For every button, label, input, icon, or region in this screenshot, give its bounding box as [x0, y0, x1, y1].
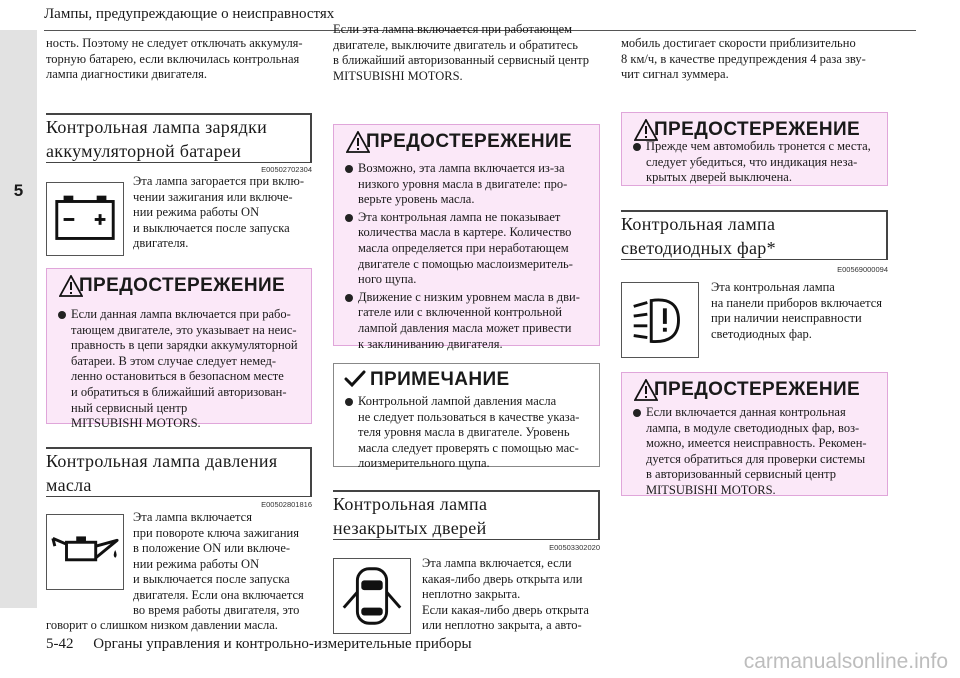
chapter-side-tab: [0, 30, 37, 608]
battery-warning-item: Если данная лампа включается при рабо- тающем двигателе, это указывает на неис- правность в цепи зарядки аккумуляторной батареи. В этом случае следует немед- ленно остановиться в безопасном месте и обратиться в ближайший авторизован- ный сервисный центр MITSUBISHI MOTORS.: [57, 307, 303, 432]
oil-warning-box: [333, 124, 600, 351]
doors-heading-line1: Контрольная лампа: [333, 494, 488, 514]
led-heading-line1: Контрольная лампа: [621, 214, 776, 234]
oil-section-heading: [46, 447, 312, 497]
oil-can-icon: [46, 514, 124, 590]
oil-note-item: Контрольной лампой давления масла не следует пользоваться в качестве указа- теля уровня масла в двигателе. Уровень масла следует проверять с помощью мас- лоизмерительного щупа.: [344, 394, 591, 472]
oil-heading-line2: масла: [46, 475, 92, 495]
oil-note-box: [333, 363, 600, 471]
oil-note-title-text: ПРИМЕЧАНИЕ: [370, 369, 510, 390]
led-headlamp-warning-icon: [621, 282, 699, 358]
led-heading-line2: светодиодных фар*: [621, 238, 776, 258]
battery-description: Эта лампа загорается при вклю- чении зажигания или включе- нии режима работы ON и выключается после запуска двигателя.: [133, 174, 305, 250]
oil-section-code: E00502801816: [261, 500, 312, 509]
chapter-number: 5: [13, 181, 24, 200]
battery-heading-line2: аккумуляторной батареи: [46, 141, 242, 161]
battery-warning-box: [46, 268, 312, 431]
battery-section-code: E00502702304: [261, 165, 312, 174]
oil-warning-title: [334, 125, 599, 161]
doors-warning-body: [632, 139, 879, 186]
battery-heading-line1: Контрольная лампа зарядки: [46, 117, 268, 137]
doors-section-code: E00503302020: [549, 543, 600, 552]
battery-icon: [46, 182, 124, 256]
led-section-code: E00569000094: [837, 265, 888, 274]
oil-warning-item-1: Возможно, эта лампа включается из-за низкого уровня масла в двигателе: про- верьте уровень масла.: [344, 161, 591, 208]
col3-intro-text: мобиль достигает скорости приблизительно 8 км/ч, в качестве предупреждения 4 раза зву- чит сигнал зуммера.: [621, 36, 866, 81]
footer-chapter-title: Органы управления и контрольно-измерительные приборы: [93, 636, 472, 652]
led-warning-box: [621, 372, 888, 496]
oil-warning-body: [344, 161, 591, 352]
oil-warning-item-3: Движение с низким уровнем масла в дви- гателе или с включенной контрольной лампой давления масла может привести к заклиниванию двигателя.: [344, 290, 591, 352]
led-warning-item: Если включается данная контрольная лампа, в модуле светодиодных фар, воз- можно, имеется неисправность. Рекомен- дуется обратиться для проверки системы в авторизованный сервисный центр MITSUBISHI MOTORS.: [632, 405, 879, 499]
battery-warning-title-text: ПРЕДОСТЕРЕЖЕНИЕ: [79, 275, 286, 296]
oil-description: Эта лампа включается при повороте ключа зажигания в положение ON или включе- нии режима работы ON и выключается после запуска двигателя. Если она включается во время работы двигателя, это: [133, 510, 304, 617]
led-warning-body: [632, 405, 879, 499]
battery-warning-title: [47, 269, 311, 305]
page-footer: [46, 636, 472, 653]
doors-section-heading: [333, 490, 600, 540]
page-number: 5-42: [46, 636, 74, 652]
doors-heading-line2: незакрытых дверей: [333, 518, 487, 538]
oil-heading-line1: Контрольная лампа давления: [46, 451, 278, 471]
doors-warning-title-text: ПРЕДОСТЕРЕЖЕНИЕ: [654, 119, 861, 140]
doors-warning-item: Прежде чем автомобиль тронется с места, следует убедиться, что индикация неза- крытых дверей выключена.: [632, 139, 879, 186]
led-description: Эта контрольная лампа на панели приборов включается при наличии неисправности светодиодных фар.: [711, 280, 883, 341]
battery-warning-body: [57, 307, 303, 432]
page-header-title: Лампы, предупреждающие о неисправностях: [44, 6, 335, 22]
led-warning-title: [622, 373, 887, 409]
oil-warning-title-text: ПРЕДОСТЕРЕЖЕНИЕ: [366, 131, 573, 152]
led-section-heading: [621, 210, 888, 260]
battery-section-heading: [46, 113, 312, 163]
watermark: carmanualsonline.info: [743, 650, 948, 673]
oil-note-body: [344, 394, 591, 472]
oil-description-last-line: говорит о слишком низком давлении масла.: [46, 618, 278, 632]
led-warning-title-text: ПРЕДОСТЕРЕЖЕНИЕ: [654, 379, 861, 400]
doors-description: Эта лампа включается, если какая-либо дверь открыта или неплотно закрыта. Если какая-либо дверь открыта или неплотно закрыта, а авто-: [422, 556, 589, 632]
doors-warning-box: [621, 112, 888, 186]
col2-intro-text: Если эта лампа включается при работающем двигателе, выключите двигатель и обратитесь в ближайший авторизованный сервисный центр MITSUBISHI MOTORS.: [333, 22, 589, 83]
door-ajar-icon: [333, 558, 411, 634]
oil-note-title: [334, 364, 599, 394]
col1-intro-text: ность. Поэтому не следует отключать аккумуля- торную батарею, если включилась контрольная лампа диагностики двигателя.: [46, 36, 303, 81]
oil-warning-item-2: Эта контрольная лампа не показывает количества масла в картере. Количество масла определяется при неработающем двигателе с помощью маслоизмеритель- ного щупа.: [344, 210, 591, 288]
pencil-check-icon: [344, 369, 366, 389]
